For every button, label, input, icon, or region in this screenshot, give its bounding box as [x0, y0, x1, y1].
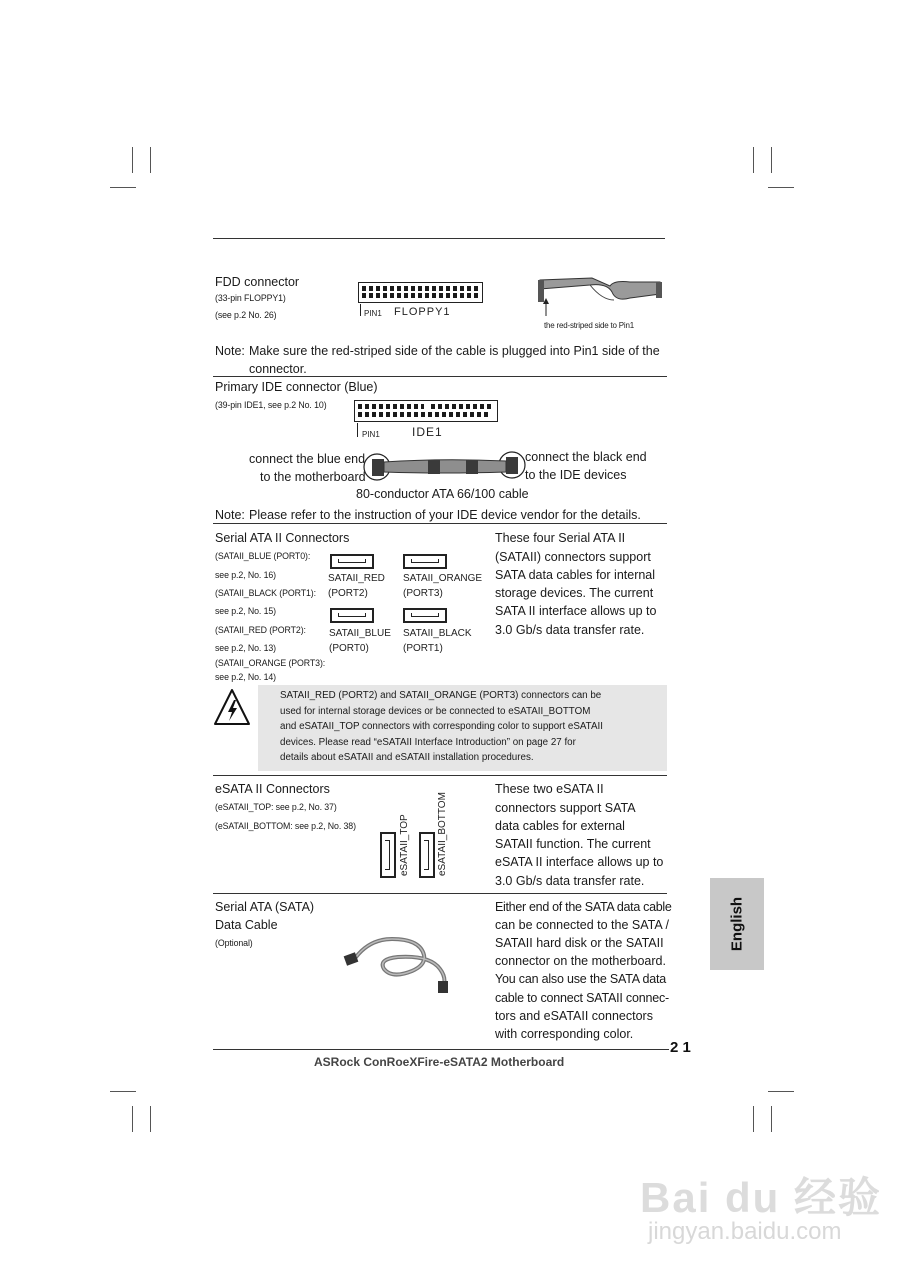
cable-optional: (Optional) — [215, 938, 253, 948]
section-rule — [213, 523, 667, 524]
sata-port-number: (PORT3) — [403, 588, 443, 599]
ide-connector — [354, 400, 498, 422]
fdd-connector-label: FLOPPY1 — [394, 306, 451, 318]
esata-title: eSATA II Connectors — [215, 782, 330, 796]
fdd-pin1-label: PIN1 — [364, 309, 382, 318]
esata-bottom-port-icon — [419, 832, 435, 878]
warning-text — [280, 688, 626, 766]
crop-mark — [753, 147, 754, 173]
sata-cable-image — [340, 925, 460, 995]
esata-ref-bottom: (eSATAII_BOTTOM: see p.2, No. 38) — [215, 821, 356, 831]
crop-mark — [110, 187, 136, 188]
sata-desc-line: (SATAII) connectors support — [495, 550, 651, 564]
fdd-note-label: Note: — [215, 344, 245, 358]
pin1-marker — [357, 423, 358, 437]
crop-mark — [771, 1106, 772, 1132]
sata-desc-line: SATA data cables for internal — [495, 568, 656, 582]
sata-port-name: SATAII_BLUE — [329, 628, 391, 639]
cable-title-2: Data Cable — [215, 918, 278, 932]
ide-note-label: Note: — [215, 508, 245, 522]
sata-desc-line: 3.0 Gb/s data transfer rate. — [495, 623, 645, 637]
esata-desc-line: SATAII function. The current — [495, 837, 651, 851]
floppy-cable-image — [532, 276, 664, 321]
warning-line: devices. Please read “eSATAII Interface Introduction” on page 27 for — [280, 736, 576, 748]
fdd-note-text: Make sure the red-striped side of the cable is plugged into Pin1 side of the — [249, 344, 660, 358]
esata-bottom-label: eSATAII_BOTTOM — [437, 792, 448, 876]
sata-title: Serial ATA II Connectors — [215, 531, 350, 545]
crop-mark — [132, 147, 133, 173]
esata-top-port-icon — [380, 832, 396, 878]
cable-desc-line: cable to connect SATAII connec- — [495, 991, 669, 1005]
sata-ref: (SATAII_BLACK (PORT1): — [215, 588, 316, 598]
sata-port-icon — [330, 554, 374, 569]
fdd-cable-caption: the red-striped side to Pin1 — [544, 321, 635, 330]
cable-desc-line: SATAII hard disk or the SATAII — [495, 936, 664, 950]
fdd-note-continued: connector. — [249, 362, 307, 376]
sata-port-icon — [403, 554, 447, 569]
watermark-logo: Bai du 经验 — [640, 1174, 883, 1221]
esata-top-label: eSATAII_TOP — [399, 814, 410, 876]
language-tab — [710, 878, 764, 970]
crop-mark — [768, 1091, 794, 1092]
ide-title: Primary IDE connector (Blue) — [215, 380, 378, 394]
esata-desc-line: connectors support SATA — [495, 801, 636, 815]
ide-note-text: Please refer to the instruction of your IDE device vendor for the details. — [249, 508, 641, 522]
floppy-connector — [358, 282, 483, 303]
footer-rule — [213, 1049, 669, 1050]
esata-desc-line: 3.0 Gb/s data transfer rate. — [495, 874, 645, 888]
crop-mark — [150, 147, 151, 173]
crop-mark — [753, 1106, 754, 1132]
sata-port-name: SATAII_BLACK — [403, 628, 472, 639]
esata-ref-top: (eSATAII_TOP: see p.2, No. 37) — [215, 802, 337, 812]
language-tab-label: English — [728, 896, 746, 952]
sata-port-number: (PORT0) — [329, 643, 369, 654]
cable-desc-line: tors and eSATAII connectors — [495, 1009, 653, 1023]
ide-left-label-1: connect the blue end — [249, 452, 366, 466]
page-number: 2 1 — [670, 1039, 691, 1056]
sata-desc-line: storage devices. The current — [495, 586, 654, 600]
section-rule — [213, 376, 667, 377]
sata-ref: see p.2, No. 13) — [215, 643, 276, 653]
ide-sub: (39-pin IDE1, see p.2 No. 10) — [215, 400, 327, 410]
cable-desc-line: You can also use the SATA data — [495, 972, 666, 986]
ide-left-label-2: to the motherboard — [260, 470, 366, 484]
sata-ref: see p.2, No. 15) — [215, 606, 276, 616]
warning-line: and eSATAII_TOP connectors with corresponding color to support eSATAII — [280, 721, 603, 732]
sata-port-icon — [403, 608, 447, 623]
warning-line: used for internal storage devices or be connected to eSATAII_BOTTOM — [280, 705, 591, 717]
sata-port-number: (PORT2) — [328, 588, 368, 599]
sata-ref: (SATAII_BLUE (PORT0): — [215, 551, 311, 561]
cable-desc-line: with corresponding color. — [495, 1027, 634, 1041]
sata-ref: (SATAII_ORANGE (PORT3): — [215, 658, 326, 668]
fdd-sub-pins: (33-pin FLOPPY1) — [215, 293, 286, 303]
crop-mark — [110, 1091, 136, 1092]
warning-line: SATAII_RED (PORT2) and SATAII_ORANGE (PORT3) connectors can be — [280, 690, 602, 701]
esata-desc-line: These two eSATA II — [495, 782, 604, 796]
footer-text: ASRock ConRoeXFire-eSATA2 Motherboard — [314, 1055, 565, 1069]
esata-desc-line: data cables for external — [495, 819, 625, 833]
crop-mark — [768, 187, 794, 188]
cable-title-1: Serial ATA (SATA) — [215, 900, 315, 914]
sata-desc-line: These four Serial ATA II — [495, 531, 626, 545]
esata-desc-line: eSATA II interface allows up to — [495, 855, 664, 869]
fdd-sub-ref: (see p.2 No. 26) — [215, 310, 277, 320]
sata-ref: (SATAII_RED (PORT2): — [215, 625, 306, 635]
warning-icon — [213, 688, 251, 728]
sata-port-icon — [330, 608, 374, 623]
sata-ref: see p.2, No. 14) — [215, 672, 276, 682]
section-rule — [213, 775, 667, 776]
ide-right-label-2: to the IDE devices — [525, 468, 627, 482]
section-rule — [213, 893, 667, 894]
sata-desc-line: SATA II interface allows up to — [495, 604, 657, 618]
cable-desc-line: can be connected to the SATA / — [495, 918, 669, 932]
ide-cable-caption: 80-conductor ATA 66/100 cable — [356, 487, 529, 501]
crop-mark — [150, 1106, 151, 1132]
pin1-marker — [360, 304, 361, 316]
ide-right-label-1: connect the black end — [525, 450, 647, 464]
fdd-title: FDD connector — [215, 275, 300, 289]
sata-port-name: SATAII_RED — [328, 573, 385, 584]
sata-port-number: (PORT1) — [403, 643, 443, 654]
sata-port-name: SATAII_ORANGE — [403, 573, 483, 584]
ide-cable-image — [362, 450, 528, 486]
watermark-url: jingyan.baidu.com — [648, 1218, 842, 1245]
cable-desc-line: Either end of the SATA data cable — [495, 900, 672, 914]
cable-desc-line: connector on the motherboard. — [495, 954, 666, 968]
sata-ref: see p.2, No. 16) — [215, 570, 276, 580]
warning-line: details about eSATAII and eSATAII installation procedures. — [280, 752, 534, 763]
crop-mark — [132, 1106, 133, 1132]
ide-pin1-label: PIN1 — [362, 430, 380, 439]
ide-connector-label: IDE1 — [412, 425, 443, 439]
header-rule — [213, 238, 665, 239]
crop-mark — [771, 147, 772, 173]
